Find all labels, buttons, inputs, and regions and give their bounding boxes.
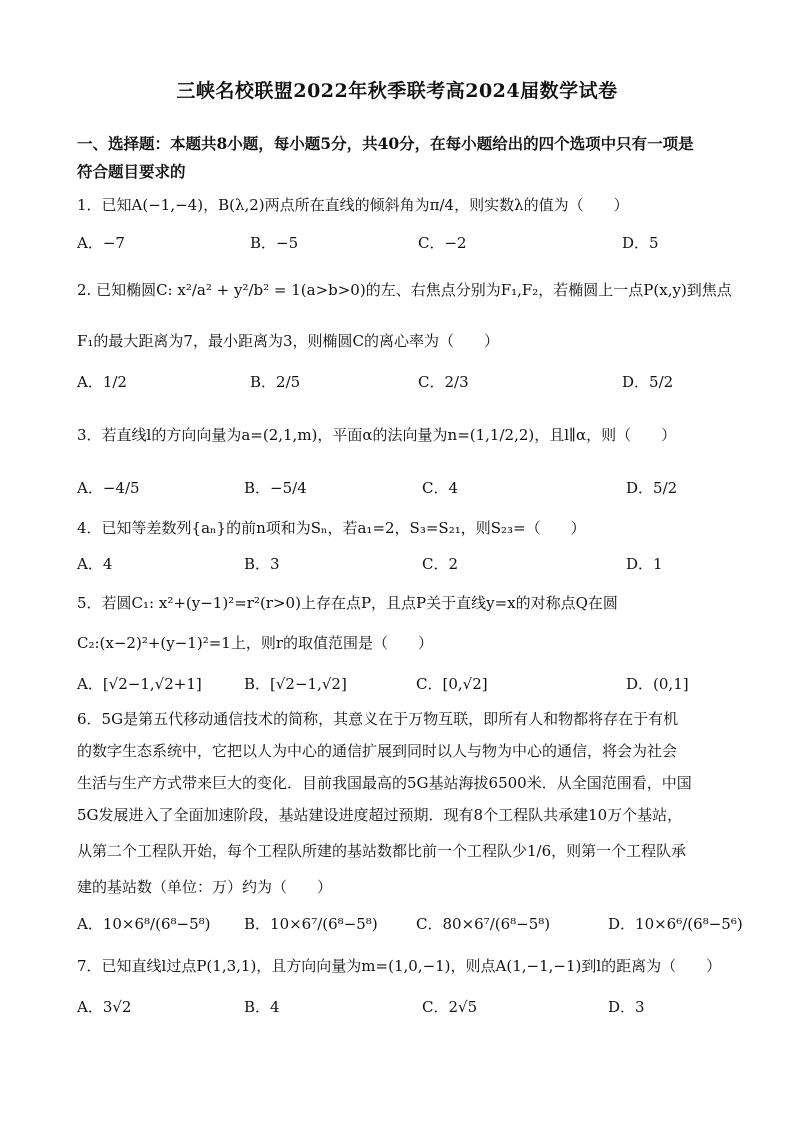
q1-option-b: B．−5 [250, 234, 299, 252]
question-5-line1: 5．若圆C₁: x²+(y−1)²=r²(r>0)上存在点P，且点P关于直线y=x的对称点Q在圆 [77, 594, 618, 612]
q3-option-d: D．5/2 [626, 479, 678, 497]
q6-option-a: A．10×6⁸/(6⁸−5⁸) [77, 915, 211, 933]
q2-option-d: D．5/2 [622, 373, 674, 391]
q2-option-b: B．2/5 [250, 373, 301, 391]
q7-option-c: C．2√5 [422, 998, 478, 1016]
q6-option-b: B．10×6⁷/(6⁸−5⁸) [244, 915, 378, 933]
question-7: 7．已知直线l过点P(1,3,1)，且方向向量为m=(1,0,−1)，则点A(1,−1,−1)到l的距离为（ ） [77, 957, 722, 975]
q3-option-b: B．−5/4 [244, 479, 307, 497]
question-6-line4: 5G发展进入了全面加速阶段，基站建设进度超过预期．现有8个工程队共承建10万个基站， [77, 806, 683, 824]
question-6-line2: 的数字生态系统中，它把以人为中心的通信扩展到同时以人与物为中心的通信，将会为社会 [77, 742, 678, 760]
q4-option-b: B．3 [244, 555, 280, 573]
q5-option-b: B．[√2−1,√2] [244, 675, 347, 693]
question-1: 1．已知A(−1,−4)，B(λ,2)两点所在直线的倾斜角为π/4，则实数λ的值为（ ） [77, 196, 629, 214]
q3-option-a: A．−4/5 [77, 479, 140, 497]
question-2-line1: 2. 已知椭圆C: x²/a² + y²/b² = 1(a>b>0)的左、右焦点分别为F₁,F₂，若椭圆上一点P(x,y)到焦点 [77, 281, 732, 299]
q5-option-a: A．[√2−1,√2+1] [77, 675, 202, 693]
exam-title: 三峡名校联盟2022年秋季联考高2024届数学试卷 [176, 80, 618, 102]
section-heading-line2: 符合题目要求的 [77, 162, 186, 181]
q6-option-c: C．80×6⁷/(6⁸−5⁸) [416, 915, 551, 933]
q7-option-d: D．3 [608, 998, 645, 1016]
q2-option-a: A．1/2 [77, 373, 127, 391]
q5-option-c: C．[0,√2] [416, 675, 488, 693]
question-5-line2: C₂:(x−2)²+(y−1)²=1上，则r的取值范围是（ ） [77, 634, 433, 652]
question-6-line3: 生活与生产方式带来巨大的变化．目前我国最高的5G基站海拔6500米．从全国范围看，中国 [77, 774, 692, 792]
question-4: 4．已知等差数列{aₙ}的前n项和为Sₙ，若a₁=2，S₃=S₂₁，则S₂₃=（ ） [77, 519, 586, 537]
q3-option-c: C．4 [422, 479, 459, 497]
question-6-line6: 建的基站数（单位：万）约为（ ） [77, 878, 333, 896]
q4-option-a: A．4 [77, 555, 113, 573]
question-6-line1: 6．5G是第五代移动通信技术的简称，其意义在于万物互联，即所有人和物都将存在于有机 [77, 710, 679, 728]
q4-option-c: C．2 [422, 555, 459, 573]
question-3: 3．若直线l的方向向量为a=(2,1,m)，平面α的法向量为n=(1,1/2,2)，且l∥α，则（ ） [77, 426, 677, 444]
q6-option-d: D．10×6⁶/(6⁸−5⁶) [608, 915, 743, 933]
q2-option-c: C．2/3 [418, 373, 469, 391]
q1-option-a: A．−7 [77, 234, 125, 252]
q1-option-d: D．5 [622, 234, 659, 252]
q4-option-d: D．1 [626, 555, 663, 573]
q1-option-c: C．−2 [418, 234, 467, 252]
q5-option-d: D．(0,1] [626, 675, 689, 693]
q7-option-a: A．3√2 [77, 998, 132, 1016]
q7-option-b: B．4 [244, 998, 280, 1016]
question-2-line2: F₁的最大距离为7，最小距离为3，则椭圆C的离心率为（ ） [77, 332, 499, 350]
question-6-line5: 从第二个工程队开始，每个工程队所建的基站数都比前一个工程队少1/6，则第一个工程队承 [77, 842, 687, 860]
section-heading-line1: 一、选择题：本题共8小题，每小题5分，共40分，在每小题给出的四个选项中只有一项是 [77, 134, 694, 153]
